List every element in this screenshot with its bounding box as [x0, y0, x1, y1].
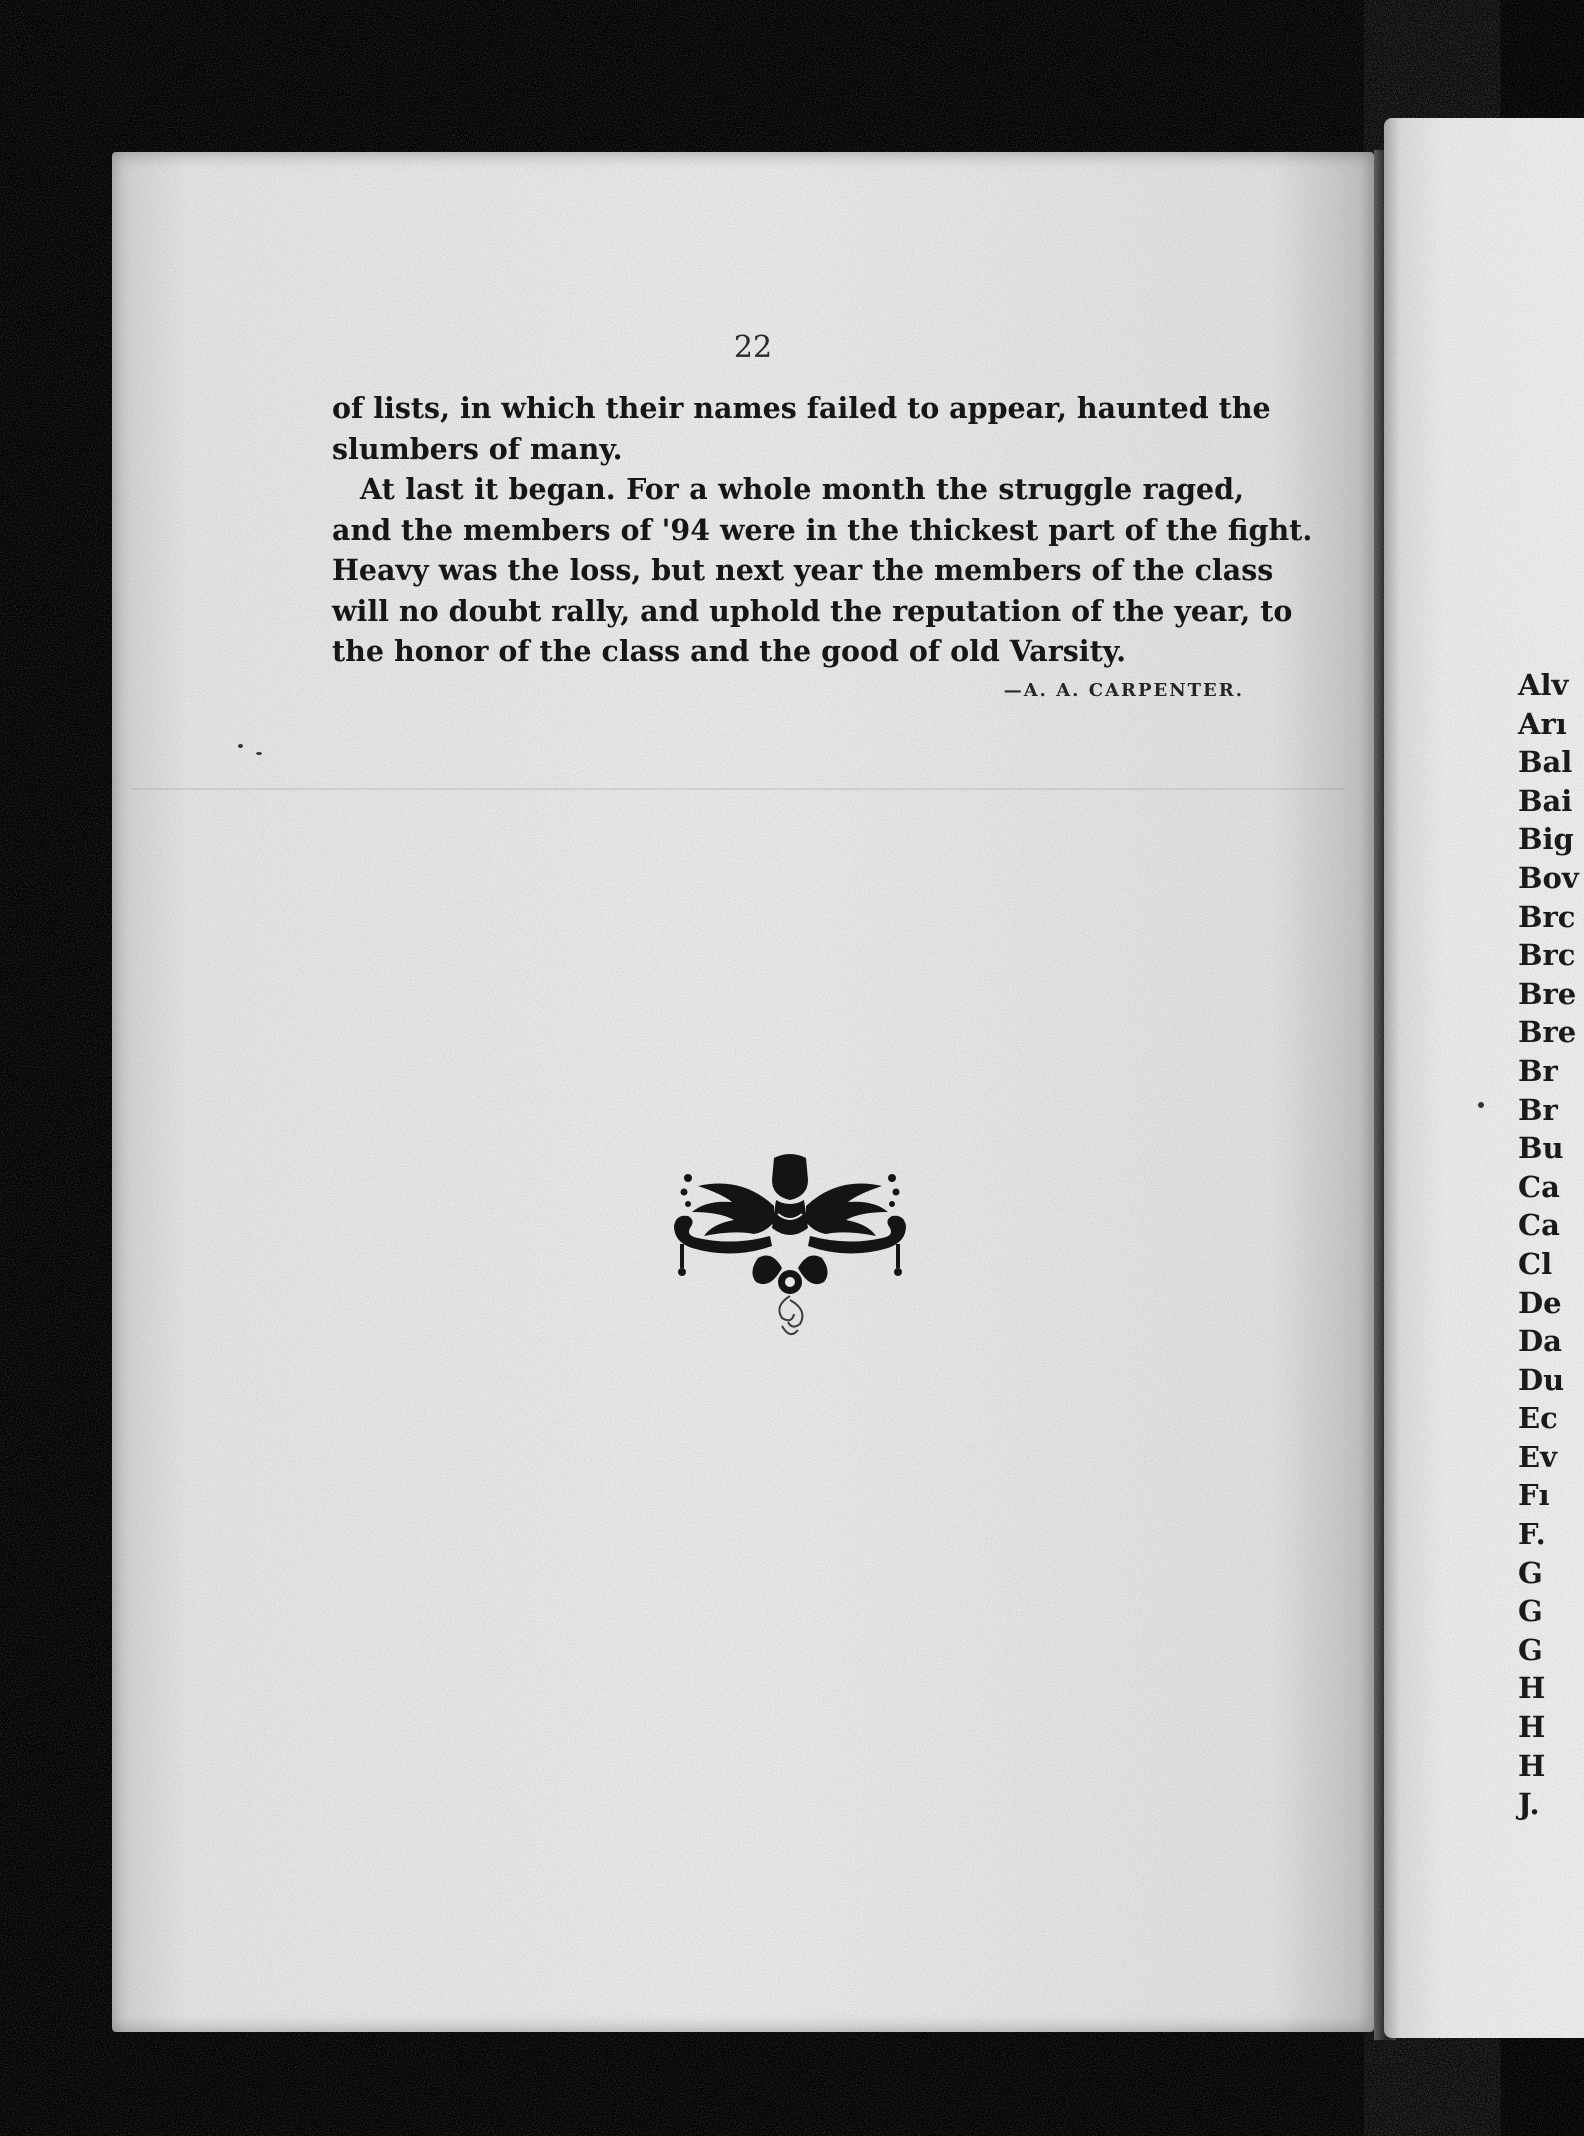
list-item: H	[1518, 1710, 1546, 1745]
list-item: Br	[1518, 1092, 1558, 1127]
page-number: 22	[733, 330, 773, 365]
name-list-fragment	[1518, 666, 1579, 1824]
list-item: Bu	[1518, 1131, 1564, 1166]
list-item: Arı	[1518, 706, 1567, 741]
list-item: Bal	[1518, 745, 1573, 780]
list-item: De	[1518, 1285, 1562, 1320]
text-line: will no doubt rally, and uphold the reputation of the year, to	[332, 593, 1293, 628]
list-item: G	[1518, 1594, 1543, 1629]
winged-angel-ornament-icon	[662, 1150, 918, 1346]
text-line: slumbers of many.	[332, 431, 623, 466]
list-item: Br	[1518, 1053, 1558, 1088]
list-item: J.	[1518, 1787, 1540, 1822]
list-item: Fı	[1518, 1478, 1550, 1513]
list-item: Ev	[1518, 1439, 1557, 1474]
scan-speck	[238, 744, 243, 748]
text-line: and the members of '94 were in the thickest part of the fight.	[332, 512, 1313, 547]
text-line: the honor of the class and the good of old Varsity.	[332, 634, 1127, 668]
text-line: At last it began. For a whole month the struggle raged,	[360, 472, 1244, 506]
list-item: Bre	[1518, 976, 1577, 1011]
scan-speck	[256, 752, 262, 755]
list-item: Da	[1518, 1324, 1562, 1359]
text-line: Heavy was the loss, but next year the members of the class	[332, 553, 1274, 587]
list-item: Big	[1518, 822, 1574, 857]
list-item: H	[1518, 1748, 1546, 1783]
text-line: of lists, in which their names failed to appear, haunted the	[332, 391, 1271, 425]
list-item: Bov	[1518, 860, 1579, 895]
right-page	[1384, 118, 1584, 2038]
list-item: Brc	[1518, 938, 1576, 973]
list-item: Cl	[1518, 1246, 1553, 1281]
body-text	[332, 388, 1313, 672]
list-item: Ca	[1518, 1169, 1560, 1204]
list-item: Alv	[1518, 668, 1569, 702]
list-item: Bre	[1518, 1015, 1577, 1050]
list-item: Du	[1518, 1362, 1565, 1397]
scan-speck	[1478, 1102, 1484, 1108]
list-item: Ca	[1518, 1208, 1560, 1243]
list-item: G	[1518, 1632, 1543, 1667]
list-item: F.	[1518, 1517, 1546, 1552]
list-item: Brc	[1518, 899, 1576, 934]
list-item: Ec	[1518, 1401, 1558, 1436]
page-fold-line	[132, 788, 1344, 790]
list-item: H	[1518, 1671, 1546, 1706]
list-item: G	[1518, 1555, 1543, 1590]
list-item: Bai	[1518, 783, 1573, 818]
left-page	[112, 152, 1374, 2032]
author-signature: —A. A. CARPENTER.	[1003, 680, 1244, 701]
